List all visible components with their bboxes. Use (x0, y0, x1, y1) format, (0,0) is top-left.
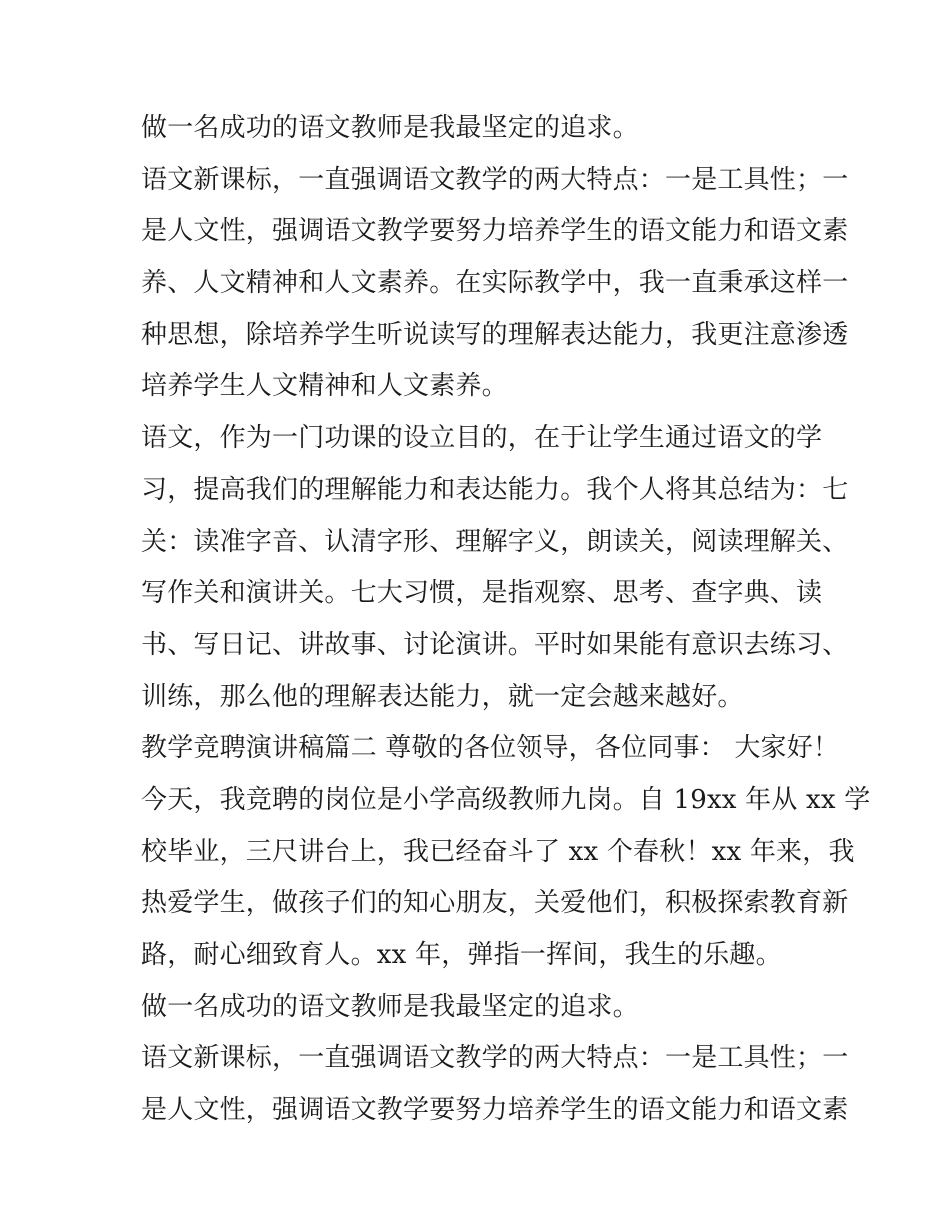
text-line: 是人文性，强调语文教学要努力培养学生的语文能力和语文素 (141, 1095, 849, 1126)
text-line: 语文新课标，一直强调语文教学的两大特点：一是工具性；一 (141, 164, 849, 195)
text-line: 习，提高我们的理解能力和表达能力。我个人将其总结为：七 (141, 474, 849, 505)
text-line: 是人文性，强调语文教学要努力培养学生的语文能力和语文素 (141, 216, 849, 247)
text-line: 培养学生人文精神和人文素养。 (141, 371, 508, 402)
text-line: 养、人文精神和人文素养。在实际教学中，我一直秉承这样一 (141, 268, 849, 299)
text-line: 校毕业，三尺讲台上，我已经奋斗了 xx 个春秋！xx 年来，我 (141, 836, 855, 867)
text-line: 路，耐心细致育人。xx 年，弹指一挥间，我生的乐趣。 (141, 940, 782, 970)
text-line: 语文，作为一门功课的设立目的，在于让学生通过语文的学 (141, 423, 823, 454)
text-line: 今天，我竞聘的岗位是小学高级教师九岗。自 19xx 年从 xx 学 (141, 784, 871, 815)
text-line: 热爱学生，做孩子们的知心朋友，关爱他们，积极探索教育新 (141, 888, 849, 919)
text-line: 训练，那么他的理解表达能力，就一定会越来越好。 (141, 681, 744, 712)
text-line: 关：读准字音、认清字形、理解字义，朗读关，阅读理解关、 (141, 526, 849, 557)
text-line: 做一名成功的语文教师是我最坚定的追求。 (141, 113, 639, 143)
text-line: 种思想，除培养学生听说读写的理解表达能力，我更注意渗透 (141, 319, 849, 350)
text-line: 书、写日记、讲故事、讨论演讲。平时如果能有意识去练习、 (141, 629, 849, 660)
text-line: 做一名成功的语文教师是我最坚定的追求。 (141, 991, 639, 1022)
text-line: 语文新课标，一直强调语文教学的两大特点：一是工具性；一 (141, 1043, 849, 1074)
document-body (141, 103, 871, 1137)
text-line: 写作关和演讲关。七大习惯，是指观察、思考、查字典、读 (141, 578, 823, 609)
text-line: 教学竞聘演讲稿篇二 尊敬的各位领导，各位同事： 大家好！ (141, 733, 840, 764)
